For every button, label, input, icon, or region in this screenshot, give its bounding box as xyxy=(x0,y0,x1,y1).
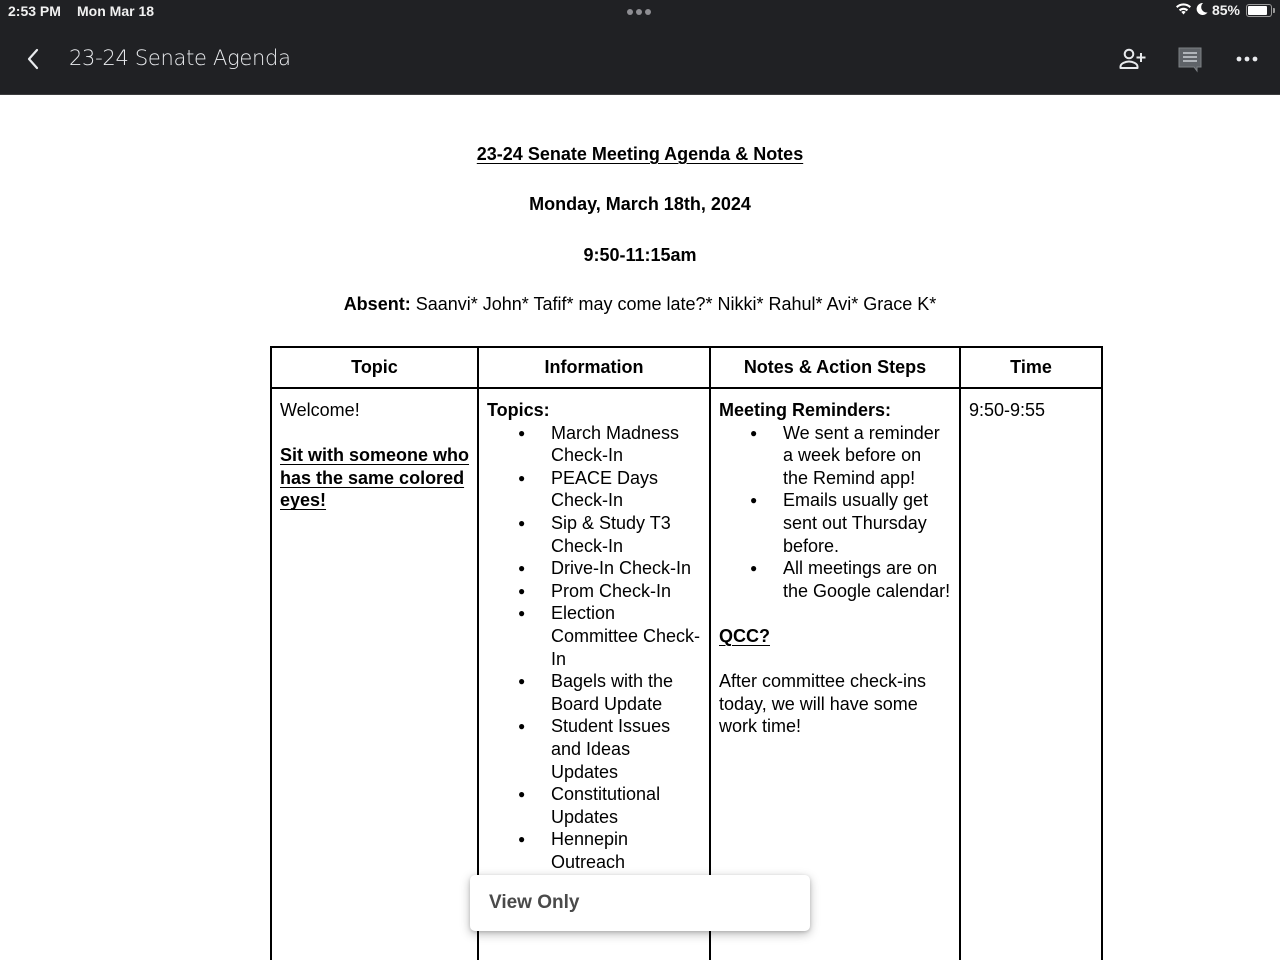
battery-percent: 85% xyxy=(1211,2,1240,18)
view-only-toast: View Only xyxy=(470,875,810,931)
meeting-date: Monday, March 18th, 2024 xyxy=(529,194,751,214)
header-topic: Topic xyxy=(271,347,478,388)
absent-list: Saanvi* John* Tafif* may come late?* Nikki* Rahul* Avi* Grace K* xyxy=(410,294,937,314)
person-add-icon xyxy=(1118,46,1148,72)
moon-icon xyxy=(1196,2,1208,18)
chevron-left-icon xyxy=(22,46,46,72)
list-item: ● Hennepin xyxy=(487,828,701,851)
absent-label: Absent: xyxy=(343,294,411,314)
more-options-button[interactable] xyxy=(1231,44,1263,74)
multitasking-dots[interactable] xyxy=(627,9,651,15)
meeting-time: 9:50-11:15am xyxy=(583,245,697,265)
back-button[interactable] xyxy=(22,46,46,72)
status-date: Mon Mar 18 xyxy=(77,3,155,19)
information-heading: Topics: xyxy=(487,400,550,420)
list-item: ● Drive-In Check-In xyxy=(487,557,701,580)
status-indicators xyxy=(1175,2,1272,18)
qcc-subheading: QCC? xyxy=(719,625,770,646)
list-item: ● Student Issues and Ideas Updates xyxy=(487,715,701,783)
document-body[interactable] xyxy=(0,96,1280,960)
list-item: ● Election Committee Check-In xyxy=(487,602,701,670)
header-information: Information xyxy=(478,347,710,388)
wifi-icon xyxy=(1175,2,1192,18)
comment-icon xyxy=(1176,45,1204,73)
absent-line xyxy=(0,294,1280,315)
list-item: ● Constitutional Updates xyxy=(487,783,701,828)
list-item: ● Emails usually get sent out Thursday before. xyxy=(719,489,951,557)
list-item: ● We sent a reminder a week before on the Remind app! xyxy=(719,422,951,490)
share-button[interactable] xyxy=(1117,44,1149,74)
app-top-bar xyxy=(0,0,1280,95)
comments-button[interactable] xyxy=(1174,44,1206,74)
topic-cell xyxy=(271,388,478,960)
list-item: ● Prom Check-In xyxy=(487,580,701,603)
notes-heading: Meeting Reminders: xyxy=(719,400,892,420)
table-header-row xyxy=(271,347,1102,388)
status-time: 2:53 PM xyxy=(8,3,61,19)
battery-icon xyxy=(1246,4,1272,17)
list-item: ● Sip & Study T3 Check-In xyxy=(487,512,701,557)
list-item: ● All meetings are on the Google calendar! xyxy=(719,557,951,602)
list-item: ● Bagels with the Board Update xyxy=(487,670,701,715)
more-horizontal-icon xyxy=(1236,55,1258,63)
header-notes: Notes & Action Steps xyxy=(710,347,960,388)
topics-list xyxy=(487,422,701,874)
list-item: ● March Madness Check-In xyxy=(487,422,701,467)
header-time: Time xyxy=(960,347,1102,388)
list-item: ● PEACE Days Check-In xyxy=(487,467,701,512)
notes-paragraph: After committee check-ins today, we will have some work time! xyxy=(719,671,927,737)
document-title: 23-24 Senate Agenda xyxy=(69,46,291,70)
topic-emphasis: Sit with someone who has the same colored eyes! xyxy=(280,445,470,511)
document-heading: 23-24 Senate Meeting Agenda & Notes xyxy=(476,144,804,164)
list-item-continued: Outreach xyxy=(551,851,626,872)
agenda-table xyxy=(270,346,1103,960)
reminders-list xyxy=(719,422,951,603)
time-cell: 9:50-9:55 xyxy=(960,388,1102,960)
topic-text: Welcome! xyxy=(280,400,360,420)
